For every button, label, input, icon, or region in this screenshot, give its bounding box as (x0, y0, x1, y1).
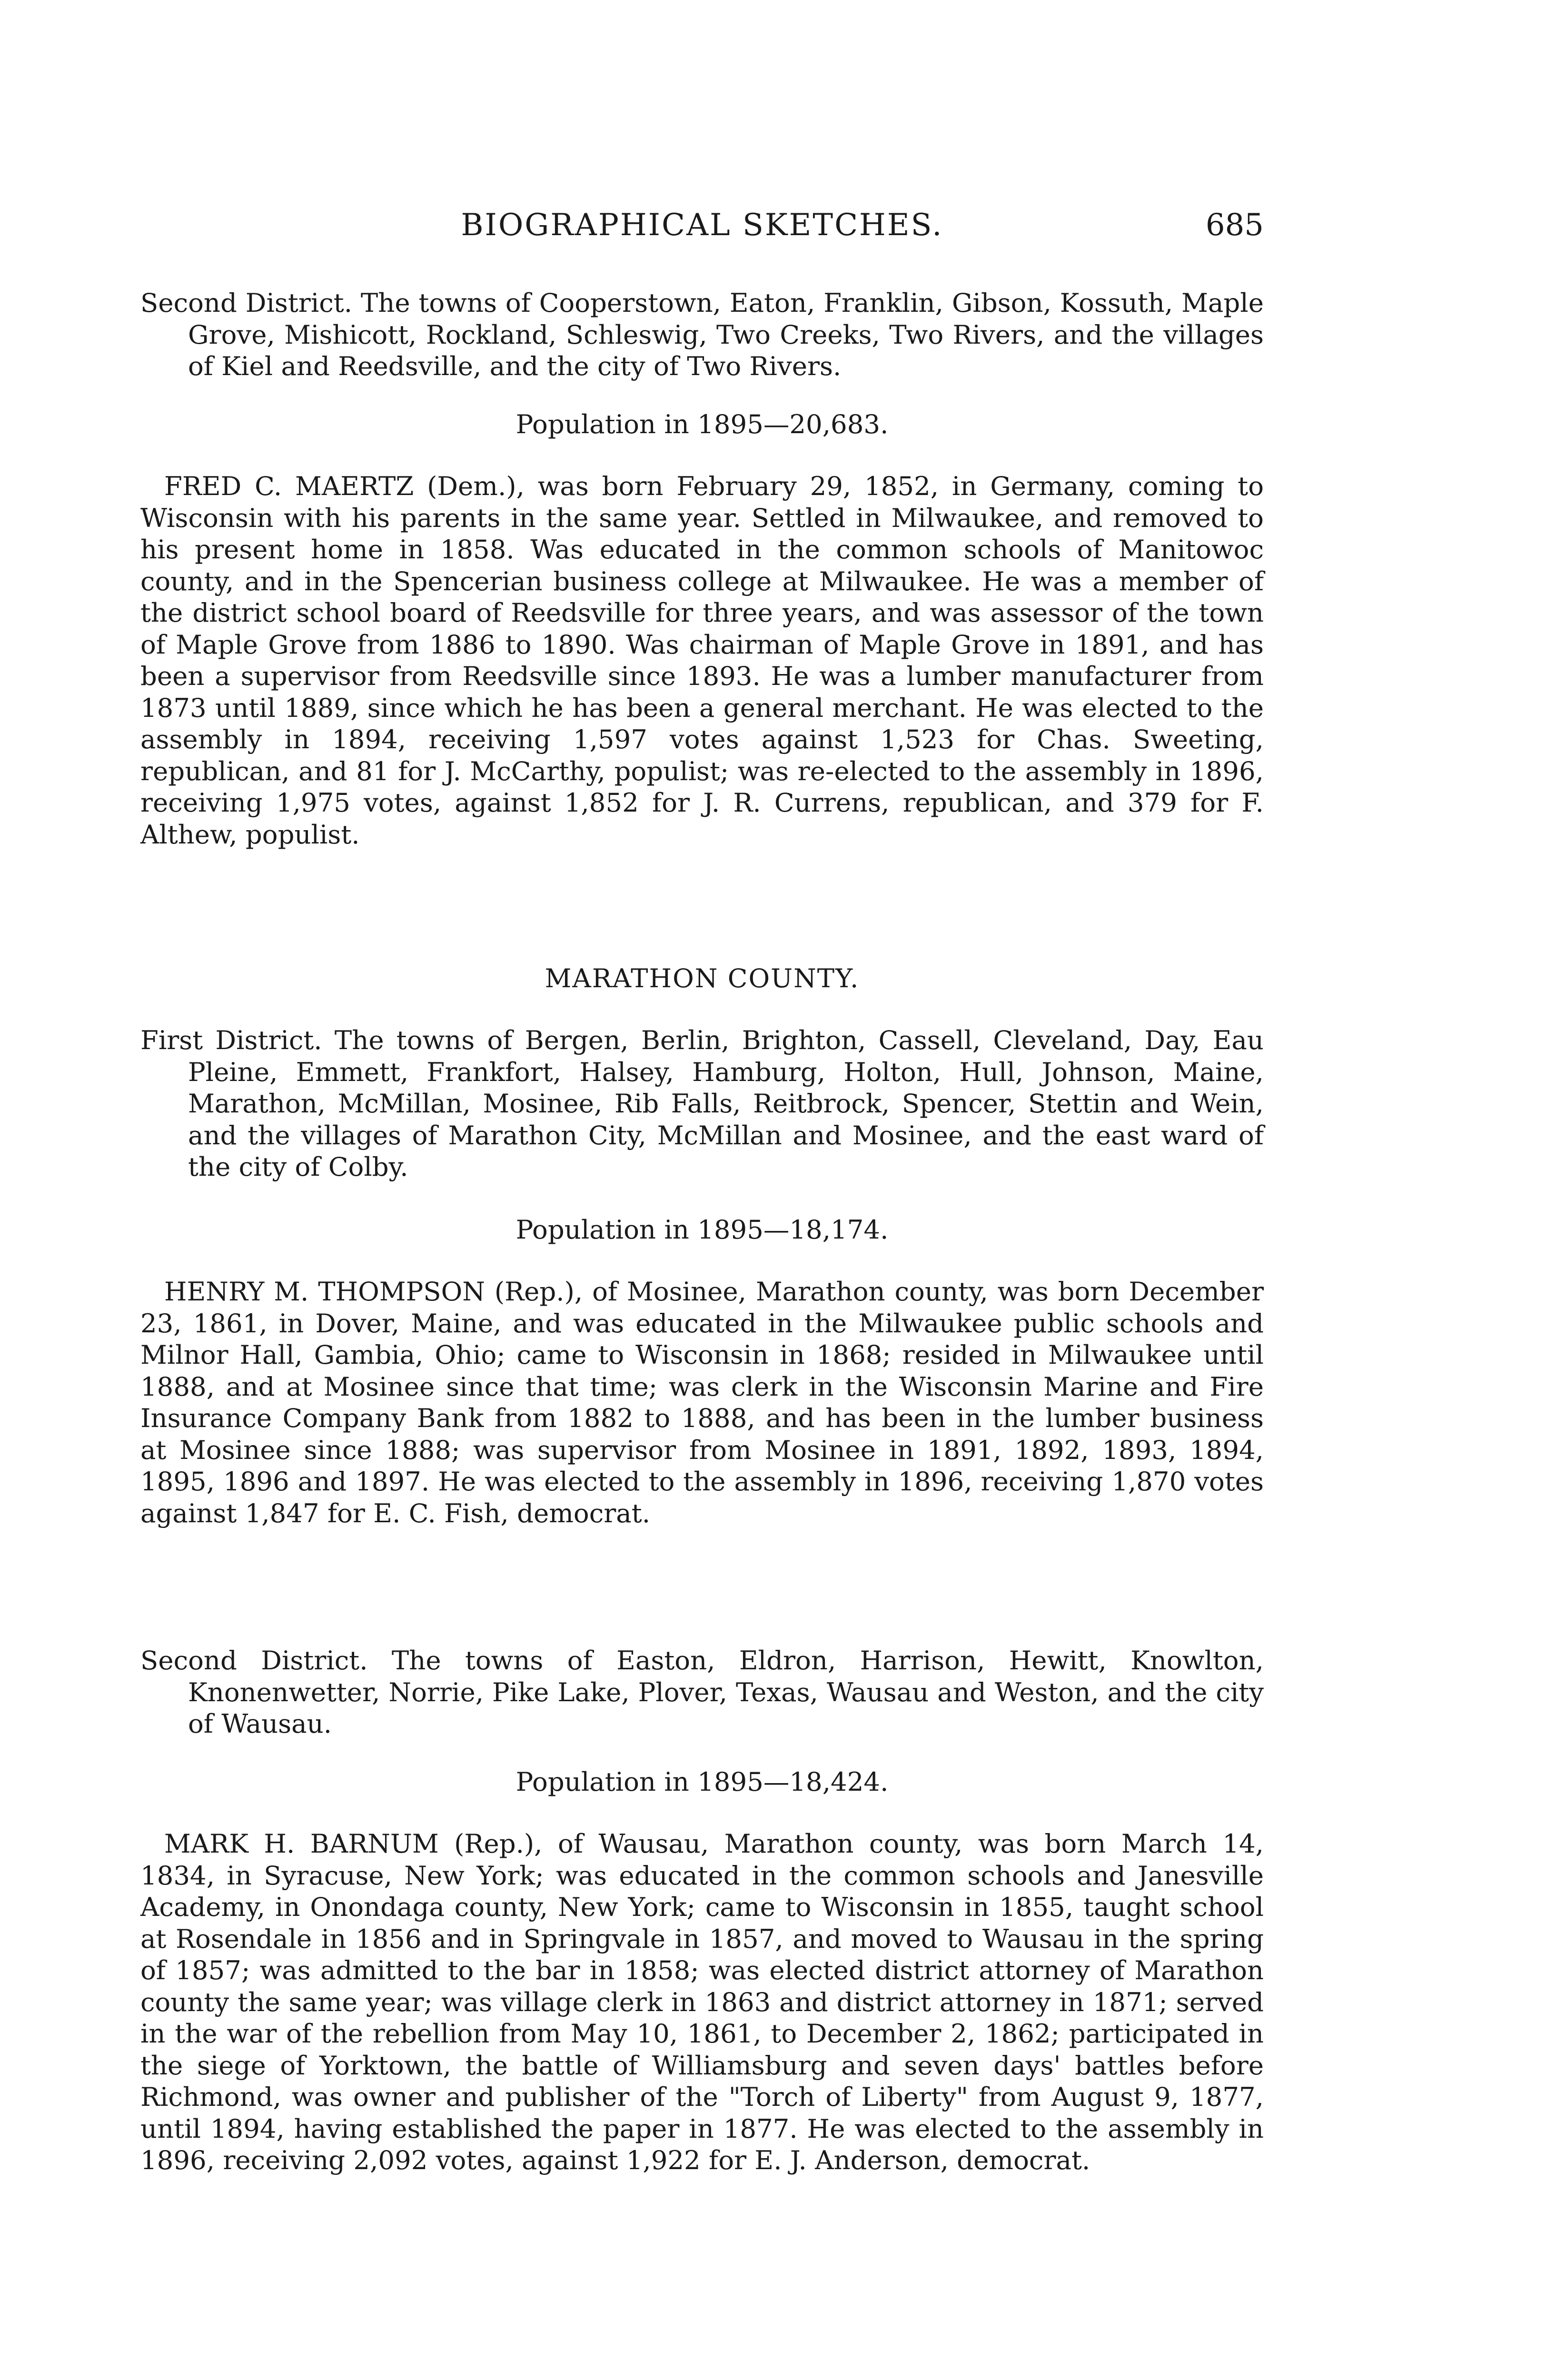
district-description: First District. The towns of Bergen, Berlin, Brighton, Cassell, Cleveland, Day, Eau Pleine, Emmett, Frankfort, Halsey, Hamburg, Holton, Hull, Johnson, Maine, Marathon, McMillan, Mosinee, Rib Falls, Reitbrock, Spencer, Stettin and Wein, and the villages of Marathon City, McMillan and Mosinee, and the east ward of the city of Colby. (140, 1025, 1264, 1182)
manitowoc-second-population-block (140, 408, 1264, 440)
biographical-sketch: FRED C. MAERTZ (Dem.), was born February 29, 1852, in Germany, coming to Wisconsin with his parents in the same year. Settled in Milwaukee, and removed to his present home in 1858. Was educated in the common schools of Manitowoc county, and in the Spencerian business college at Milwaukee. He was a member of the district school board of Reedsville for three years, and was assessor of the town of Maple Grove from 1886 to 1890. Was chairman of Maple Grove in 1891, and has been a supervisor from Reedsville since 1893. He was a lumber manufacturer from 1873 until 1889, since which he has been a general merchant. He was elected to the assembly in 1894, receiving 1,597 votes against 1,523 for Chas. Sweeting, republican, and 81 for J. McCarthy, populist; was re-elected to the assembly in 1896, receiving 1,975 votes, against 1,852 for J. R. Currens, republican, and 379 for F. Althew, populist. (140, 471, 1264, 850)
biographical-sketch: HENRY M. THOMPSON (Rep.), of Mosinee, Marathon county, was born December 23, 1861, in Dover, Maine, and was educated in the Milwaukee public schools and Milnor Hall, Gambia, Ohio; came to Wisconsin in 1868; resided in Milwaukee until 1888, and at Mosinee since that time; was clerk in the Wisconsin Marine and Fire Insurance Company Bank from 1882 to 1888, and has been in the lumber business at Mosinee since 1888; was supervisor from Mosinee in 1891, 1892, 1893, 1894, 1895, 1896 and 1897. He was elected to the assembly in 1896, receiving 1,870 votes against 1,847 for E. C. Fish, democrat. (140, 1276, 1264, 1528)
population-line: Population in 1895—18,174. (515, 1214, 889, 1245)
marathon-first-population-block (140, 1214, 1264, 1246)
maertz-sketch-block (140, 470, 1264, 850)
running-title: BIOGRAPHICAL SKETCHES. (461, 208, 943, 243)
district-description: Second District. The towns of Cooperstown, Eaton, Franklin, Gibson, Kossuth, Maple Grove, Mishicott, Rockland, Schleswig, Two Creeks, Two Rivers, and the villages of Kiel and Reedsville, and the city of Two Rivers. (140, 288, 1264, 381)
manitowoc-second-district (140, 287, 1264, 382)
district-description: Second District. The towns of Easton, Eldron, Harrison, Hewitt, Knowlton, Knonenwetter, Norrie, Pike Lake, Plover, Texas, Wausau and Weston, and the city of Wausau. (140, 1645, 1264, 1739)
marathon-first-district (140, 1024, 1264, 1183)
page-number: 685 (1205, 208, 1264, 243)
marathon-second-population-block (140, 1766, 1264, 1798)
marathon-second-district (140, 1645, 1264, 1740)
population-line: Population in 1895—20,683. (515, 409, 889, 439)
barnum-sketch-block (140, 1828, 1264, 2176)
thompson-sketch-block (140, 1276, 1264, 1529)
population-line: Population in 1895—18,424. (515, 1766, 889, 1797)
page-header (140, 204, 1264, 247)
biographical-sketch: MARK H. BARNUM (Rep.), of Wausau, Marathon county, was born March 14, 1834, in Syracuse, New York; was educated in the common schools and Janesville Academy, in Onondaga county, New York; came to Wisconsin in 1855, taught school at Rosendale in 1856 and in Springvale in 1857, and moved to Wausau in the spring of 1857; was admitted to the bar in 1858; was elected district attorney of Marathon county the same year; was village clerk in 1863 and district attorney in 1871; served in the war of the rebellion from May 10, 1861, to December 2, 1862; participated in the siege of Yorktown, the battle of Williamsburg and seven days' battles before Richmond, was owner and publisher of the "Torch of Liberty" from August 9, 1877, until 1894, having established the paper in 1877. He was elected to the assembly in 1896, receiving 2,092 votes, against 1,922 for E. J. Anderson, democrat. (140, 1828, 1264, 2175)
county-heading: MARATHON COUNTY. (545, 963, 860, 993)
marathon-heading-block (140, 962, 1264, 994)
